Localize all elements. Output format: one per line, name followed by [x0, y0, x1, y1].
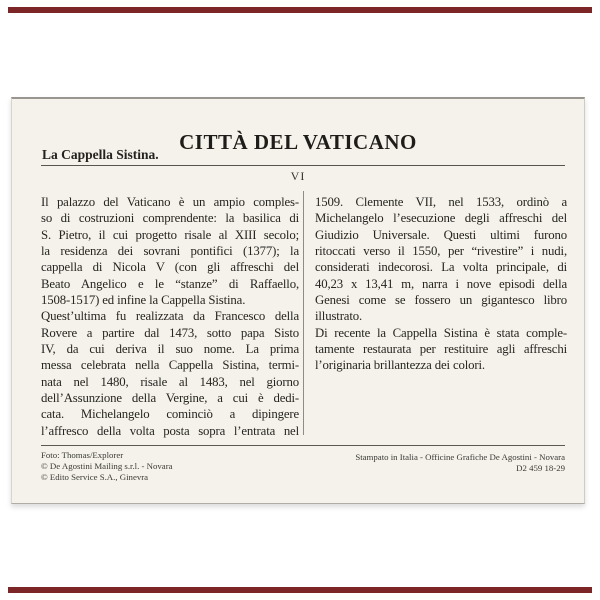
postcard	[11, 97, 585, 504]
page-title: CITTÀ DEL VATICANO	[179, 130, 417, 154]
card-number: VI	[290, 169, 306, 183]
body-text-line: ritoccati verso il 1550, per “rivestire” i nudi,	[315, 244, 567, 259]
body-text-line: Il palazzo del Vaticano è un ampio comples-	[41, 195, 299, 209]
credit-line: © Edito Service S.A., Ginevra	[41, 471, 149, 482]
column-divider	[303, 191, 304, 435]
body-text-line: messa celebrata nella Cappella Sistina, termi-	[41, 358, 299, 373]
body-text-line: Di recente la Cappella Sistina è stata comple-	[315, 325, 567, 340]
credits-left	[41, 450, 173, 482]
section-heading: La Cappella Sistina.	[42, 147, 159, 162]
body-text-line: nata nel 1480, risale al 1483, nel giorno	[41, 374, 299, 389]
body-text-line: Quest’ultima fu realizzata da Francesco della	[41, 309, 299, 324]
body-text-line: considerati indecorosi. La volta principale, di	[315, 260, 567, 275]
left-column	[41, 194, 299, 439]
body-text-line: la residenza dei sovrani pontifici (1377); la	[41, 244, 299, 259]
credits-right	[355, 452, 565, 474]
body-text-line: cata. Michelangelo cominciò a dipingere	[41, 407, 299, 422]
body-text-line: Beato Angelico e le “stanze” di Raffaello,	[41, 276, 299, 291]
bottom-red-bar	[8, 587, 592, 593]
body-text-line: so di costruzioni comprendente: la basilica di	[41, 211, 299, 226]
body-text-line: Genesi come se fossero un gigantesco libro	[315, 293, 567, 308]
top-red-bar	[8, 7, 592, 13]
body-text-line: Michelangelo l’esecuzione degli affreschi del	[315, 211, 567, 226]
body-text-line: Rovere a partire dal 1473, sotto papa Sisto	[41, 325, 299, 340]
body-text-line: S. Pietro, il cui progetto risale al XIII secolo;	[41, 227, 299, 242]
right-column	[315, 194, 567, 374]
body-text-line: l’originaria brillantezza dei colori.	[315, 358, 485, 373]
credit-line: © De Agostini Mailing s.r.l. - Novara	[41, 460, 173, 471]
body-text-line: 40,23 x 13,41 m, narra i nove episodi della	[315, 276, 567, 291]
body-text-line: l’affresco della volta posta sopra l’entrata nel	[41, 423, 299, 438]
header-rule	[41, 165, 565, 166]
body-text-line: cappella di Nicola V (con gli affreschi del	[41, 260, 299, 275]
body-text-line: tamente restaurata per restituire agli affreschi	[315, 342, 567, 357]
body-text-line: 1508-1517) ed infine la Cappella Sistina.	[41, 293, 246, 308]
body-text-line: IV, da cui deriva il suo nome. La prima	[41, 342, 299, 357]
credit-line: D2 459 18-29	[516, 462, 565, 473]
body-text-line: 1509. Clemente VII, nel 1533, ordinò a	[315, 195, 567, 209]
body-text-line: Giudizio Universale. Questi ultimi furono	[315, 227, 567, 242]
credit-line: Foto: Thomas/Explorer	[41, 450, 124, 460]
body-text-line: illustrato.	[315, 309, 363, 324]
credit-line: Stampato in Italia - Officine Grafiche De Agostini - Novara	[355, 452, 565, 462]
body-text-line: dell’Assunzione della Vergine, a cui è dedi-	[41, 391, 299, 406]
footer-rule	[41, 445, 565, 446]
